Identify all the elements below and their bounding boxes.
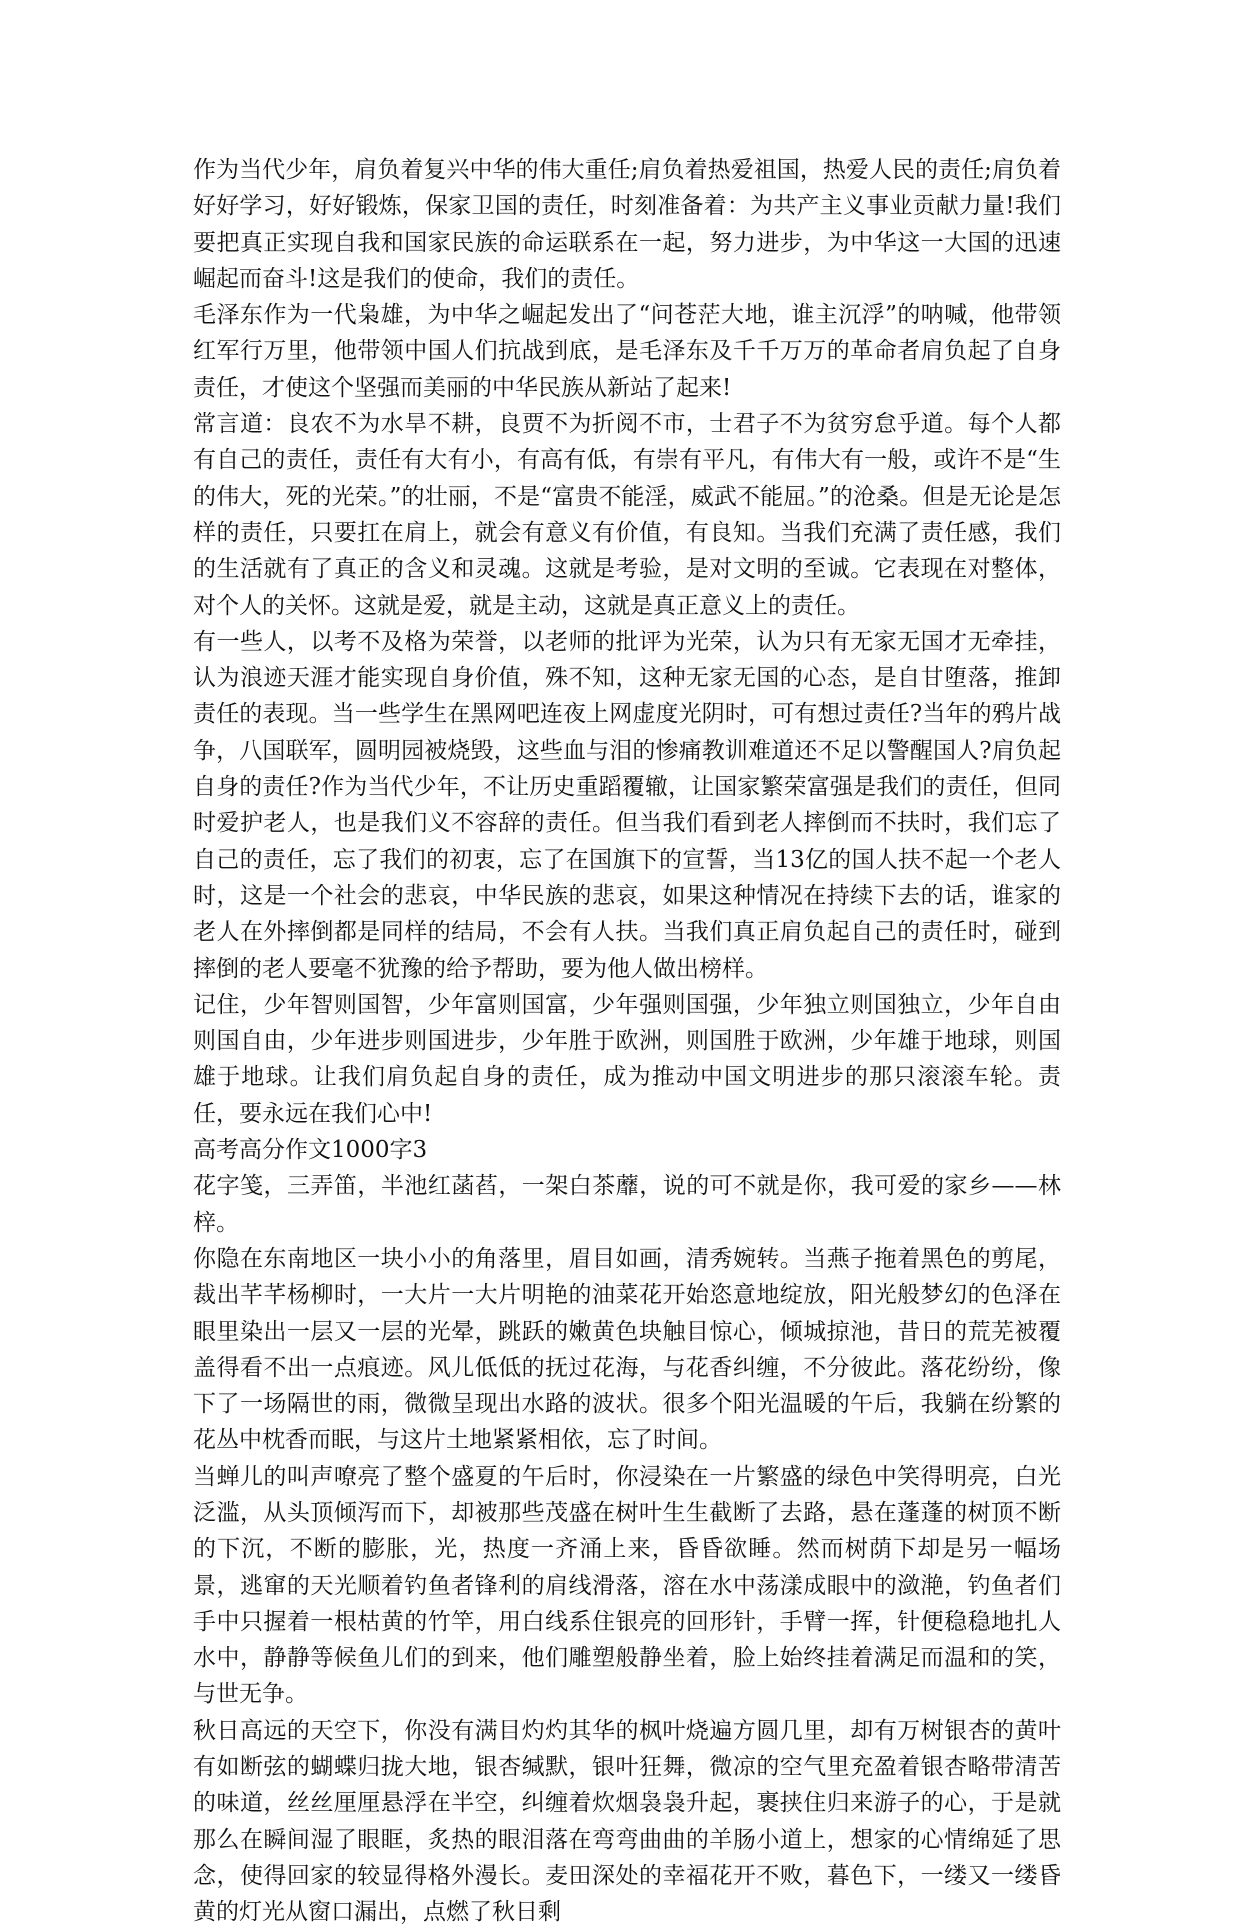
paragraph-autumn: 秋日高远的天空下，你没有满目灼灼其华的枫叶烧遍方圆几里，却有万树银杏的黄叶有如断弦的蝴蝶归拢大地，银杏缄默，银叶狂舞，微凉的空气里充盈着银杏略带清苦的味道，丝丝厘厘悬浮在半空，纠缠着炊烟袅袅升起，裹挟住归来游子的心，于是就那么在瞬间湿了眼眶，炙热的眼泪落在弯弯曲曲的羊肠小道上，想家的心情绵延了思念，使得回家的较显得格外漫长。麦田深处的幸福花开不败，暮色下，一缕又一缕昏黄的灯光从窗口漏出，点燃了秋日剩	[193, 1717, 1061, 1926]
paragraph-spring: 你隐在东南地区一块小小的角落里，眉目如画，清秀婉转。当燕子拖着黑色的剪尾，裁出芊芊杨柳时，一大片一大片明艳的油菜花开始恣意地绽放，阳光般梦幻的色泽在眼里染出一层又一层的光晕，跳跃的嫩黄色块触目惊心，倾城掠池，昔日的荒芜被覆盖得看不出一点痕迹。风儿低低的抚过花海，与花香纠缠，不分彼此。落花纷纷，像下了一场隔世的雨，微微呈现出水路的波状。很多个阳光温暖的午后，我躺在纷繁的花丛中枕香而眠，与这片土地紧紧相依，忘了时间。	[193, 1245, 1061, 1454]
essay-body	[193, 152, 1061, 1931]
paragraph-remember: 记住，少年智则国智，少年富则国富，少年强则国强，少年独立则国独立，少年自由则国自由，少年进步则国进步，少年胜于欧洲，则国胜于欧洲，少年雄于地球，则国雄于地球。让我们肩负起自身的责任，成为推动中国文明进步的那只滚滚车轮。责任，要永远在我们心中!	[193, 991, 1061, 1127]
paragraph-proverb: 常言道：良农不为水旱不耕，良贾不为折阅不市，士君子不为贫穷怠乎道。每个人都有自己的责任，责任有大有小，有高有低，有崇有平凡，有伟大有一般，或许不是“生的伟大，死的光荣。”的壮丽，不是“富贵不能淫，威武不能屈。”的沧桑。但是无论是怎样的责任，只要扛在肩上，就会有意义有价值，有良知。当我们充满了责任感，我们的生活就有了真正的含义和灵魂。这就是考验，是对文明的至诚。它表现在对整体，对个人的关怀。这就是爱，就是主动，这就是真正意义上的责任。	[193, 411, 1061, 619]
paragraph-mao-zedong: 毛泽东作为一代枭雄，为中华之崛起发出了“问苍茫大地，谁主沉浮”的呐喊，他带领红军行万里，他带领中国人们抗战到底，是毛泽东及千千万万的革命者肩负起了自身责任，才使这个坚强而美丽的中华民族从新站了起来!	[193, 302, 1061, 401]
paragraph-responsibility-intro: 作为当代少年，肩负着复兴中华的伟大重任;肩负着热爱祖国，热爱人民的责任;肩负着好好学习，好好锻炼，保家卫国的责任，时刻准备着：为共产主义事业贡献力量!我们要把真正实现自我和国家民族的命运联系在一起，努力进步，为中华这一大国的迅速崛起而奋斗!这是我们的使命，我们的责任。	[193, 157, 1061, 292]
paragraph-some-people: 有一些人，以考不及格为荣誉，以老师的批评为光荣，认为只有无家无国才无牵挂，认为浪迹天涯才能实现自身价值，殊不知，这种无家无国的心态，是自甘堕落，推卸责任的表现。当一些学生在黑网吧连夜上网虚度光阴时，可有想过责任?当年的鸦片战争，八国联军，圆明园被烧毁，这些血与泪的惨痛教训难道还不足以警醒国人?肩负起自身的责任?作为当代少年，不让历史重蹈覆辙，让国家繁荣富强是我们的责任，但同时爱护老人，也是我们义不容辞的责任。但当我们看到老人摔倒而不扶时，我们忘了自己的责任，忘了我们的初衷，忘了在国旗下的宣誓，当13亿的国人扶不起一个老人时，这是一个社会的悲哀，中华民族的悲哀，如果这种情况在持续下去的话，谁家的老人在外摔倒都是同样的结局，不会有人扶。当我们真正肩负起自己的责任时，碰到摔倒的老人要毫不犹豫的给予帮助，要为他人做出榜样。	[193, 628, 1061, 982]
paragraph-hometown-intro: 花字笺，三弄笛，半池红菡萏，一架白茶蘼，说的可不就是你，我可爱的家乡——林梓。	[193, 1173, 1061, 1236]
paragraph-summer: 当蝉儿的叫声嘹亮了整个盛夏的午后时，你浸染在一片繁盛的绿色中笑得明亮，白光泛滥，从头顶倾泻而下，却被那些茂盛在树叶生生截断了去路，悬在蓬蓬的树顶不断的下沉，不断的膨胀，光，热度一齐涌上来，昏昏欲睡。然而树荫下却是另一幅场景，逃窜的天光顺着钓鱼者锋利的肩线滑落，溶在水中荡漾成眼中的潋滟，钓鱼者们手中只握着一根枯黄的竹竿，用白线系住银亮的回形针，手臂一挥，针便稳稳地扎人水中，静静等候鱼儿们的到来，他们雕塑般静坐着，脸上始终挂着满足而温和的笑，与世无争。	[193, 1463, 1061, 1708]
essay-heading: 高考高分作文1000字3	[193, 1137, 428, 1164]
